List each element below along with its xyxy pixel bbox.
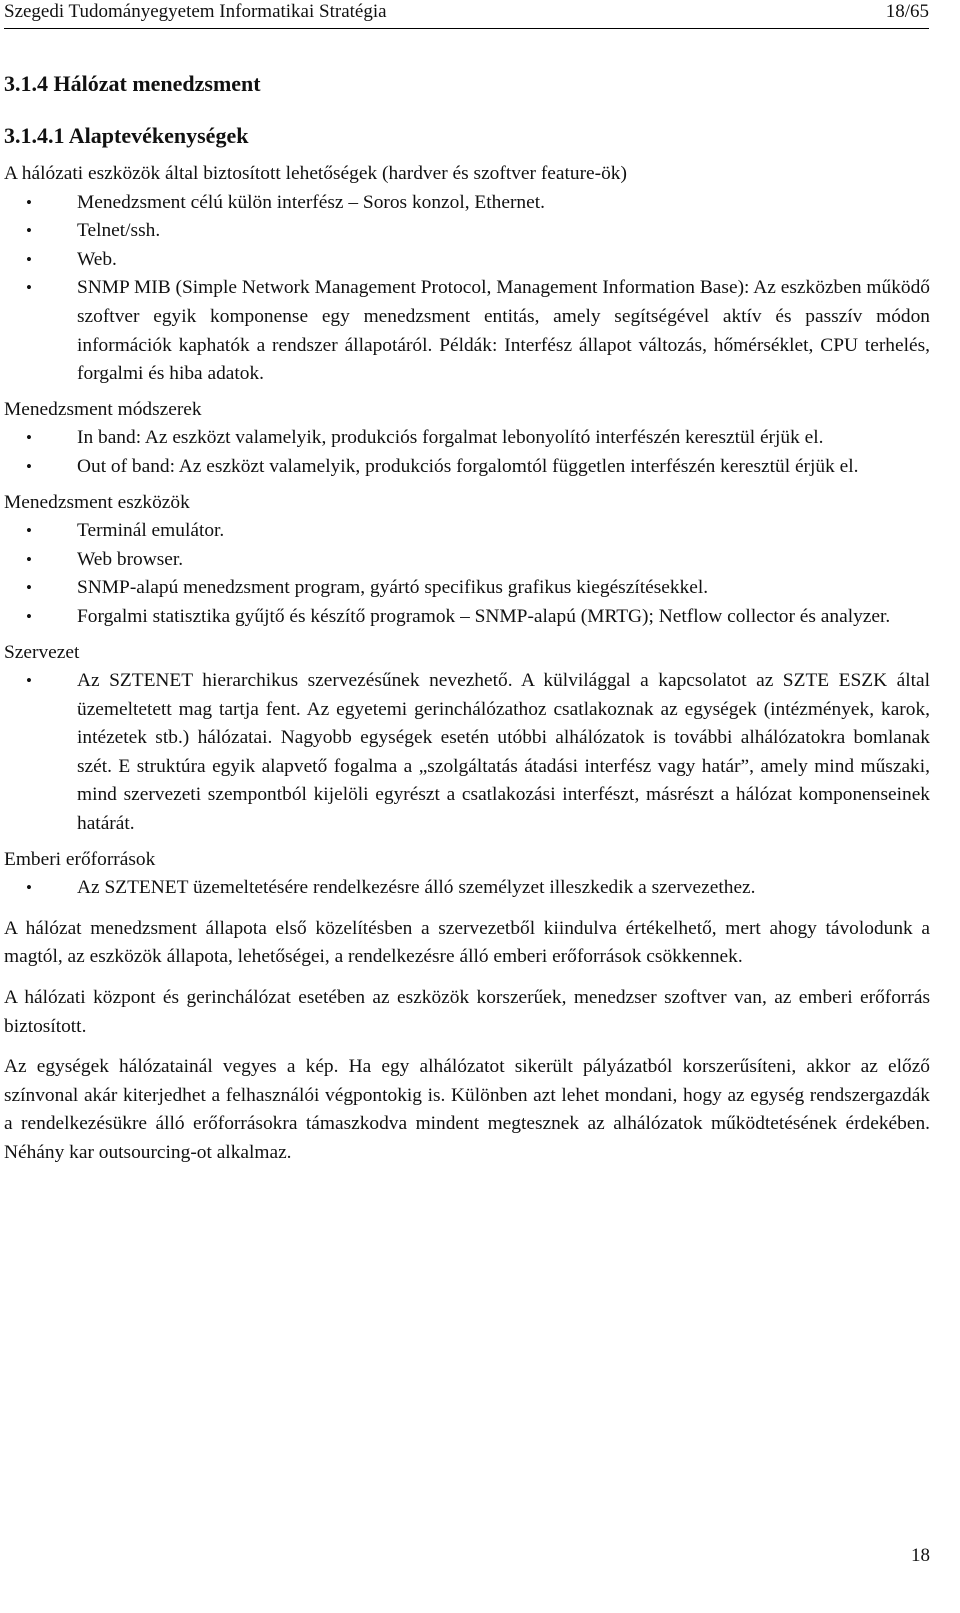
features-list — [4, 189, 930, 389]
list-item — [4, 603, 930, 632]
list-item-text: Out of band: Az eszközt valamelyik, produkciós forgalomtól független interfészén keresztül érjük el. — [77, 455, 859, 477]
bullet-icon: • — [26, 428, 32, 448]
list-item — [4, 424, 930, 453]
list-item-text: Terminál emulátor. — [77, 520, 225, 542]
list-item-text: In band: Az eszközt valamelyik, produkciós forgalmat lebonyolító interfészén keresztül érjük el. — [77, 427, 824, 449]
list-item — [4, 546, 930, 575]
list-item — [4, 189, 930, 218]
list-item-text: Menedzsment célú külön interfész – Soros konzol, Ethernet. — [77, 191, 545, 213]
list-item-text: Web. — [77, 248, 117, 270]
list-item-text: Web browser. — [77, 548, 184, 570]
bullet-icon: • — [26, 221, 32, 241]
list-item — [4, 246, 930, 275]
header-page-ref: 18/65 — [885, 1, 929, 22]
list-item — [4, 667, 930, 839]
list-item — [4, 217, 930, 246]
list-item — [4, 574, 930, 603]
bullet-icon: • — [26, 521, 32, 541]
bullet-icon: • — [26, 456, 32, 476]
tools-title: Menedzsment eszközök — [4, 491, 190, 513]
bullet-icon: • — [26, 578, 32, 598]
tools-list — [4, 517, 930, 631]
list-item-text: SNMP-alapú menedzsment program, gyártó specifikus grafikus kiegészítésekkel. — [77, 577, 709, 599]
intro-text: A hálózati eszközök által biztosított lehetőségek (hardver és szoftver feature-ök) — [4, 163, 627, 184]
list-item-text: Az SZTENET üzemeltetésére rendelkezésre álló személyzet illeszkedik a szervezethez. — [77, 877, 756, 899]
paragraph: A hálózat menedzsment állapota első közelítésben a szervezetből kiindulva értékelhető, mert ahogy távolodunk a magtól, az eszközök állapota, lehetőségei, a rendelkezésre álló emberi erőforrások csökkennek. — [4, 917, 930, 968]
hr-list — [4, 874, 930, 903]
list-item — [4, 453, 930, 482]
header-title: Szegedi Tudományegyetem Informatikai Stratégia — [4, 1, 387, 22]
page-header — [4, 0, 929, 29]
list-item — [4, 274, 930, 388]
org-title: Szervezet — [4, 641, 80, 663]
bullet-icon: • — [26, 549, 32, 569]
page-number: 18 — [911, 1545, 930, 1566]
bullet-icon: • — [26, 278, 32, 298]
list-item-text: SNMP MIB (Simple Network Management Protocol, Management Information Base): Az eszközben működő szoftver egyik komponense egy menedzsment entitás, amely segítségével aktív és passzív módon információk kaphatók a rendszer állapotáról. Példák: Interfész állapot változás, hőmérséklet, CPU terhelés, forgalmi és hiba adatok. — [77, 277, 930, 385]
bullet-icon: • — [26, 192, 32, 212]
methods-list — [4, 424, 930, 481]
list-item-text: Telnet/ssh. — [77, 220, 161, 242]
subsection-heading: 3.1.4.1 Alaptevékenységek — [4, 123, 249, 148]
org-list — [4, 667, 930, 839]
page-content — [4, 70, 930, 1168]
methods-title: Menedzsment módszerek — [4, 398, 202, 420]
list-item — [4, 517, 930, 546]
list-item — [4, 874, 930, 903]
list-item-text: Forgalmi statisztika gyűjtő és készítő programok – SNMP-alapú (MRTG); Netflow collector és analyzer. — [77, 605, 891, 627]
bullet-icon: • — [26, 671, 32, 691]
paragraph: Az egységek hálózatainál vegyes a kép. Ha egy alhálózatot sikerült pályázatból korszerűsíteni, akkor az előző színvonal akár kiterjedhet a felhasználói végpontokig is. Különben azt lehet mondani, hogy az egység rendszergazdák a rendelkezésükre álló erőforrásokra támaszkodva mindent megtesznek az alhálózatok működtetésének érdekében. Néhány kar outsourcing-ot alkalmaz. — [4, 1056, 930, 1163]
bullet-icon: • — [26, 878, 32, 898]
section-heading: 3.1.4 Hálózat menedzsment — [4, 71, 261, 96]
hr-title: Emberi erőforrások — [4, 848, 156, 870]
list-item-text: Az SZTENET hierarchikus szervezésűnek nevezhető. A külvilággal a kapcsolatot az SZTE ESZK által üzemeltetett mag tartja fent. Az egyetemi gerinchálózathoz csatlakoznak az egységek (intézmények, karok, intézetek stb.) hálózatai. Nagyobb egységek esetén utóbbi alhálózatok is további alhálózatokra bomlanak szét. E struktúra egyik alapvető fogalma a „szolgáltatás átadási interfész vagy határ”, amely mind műszaki, mind szervezeti szempontból kijelöli egyrészt a csatlakozási interfészt, másrészt a hálózat komponenseinek határát. — [77, 670, 930, 835]
bullet-icon: • — [26, 249, 32, 269]
paragraph: A hálózati központ és gerinchálózat esetében az eszközök korszerűek, menedzser szoftver van, az emberi erőforrás biztosított. — [4, 987, 930, 1037]
bullet-icon: • — [26, 606, 32, 626]
